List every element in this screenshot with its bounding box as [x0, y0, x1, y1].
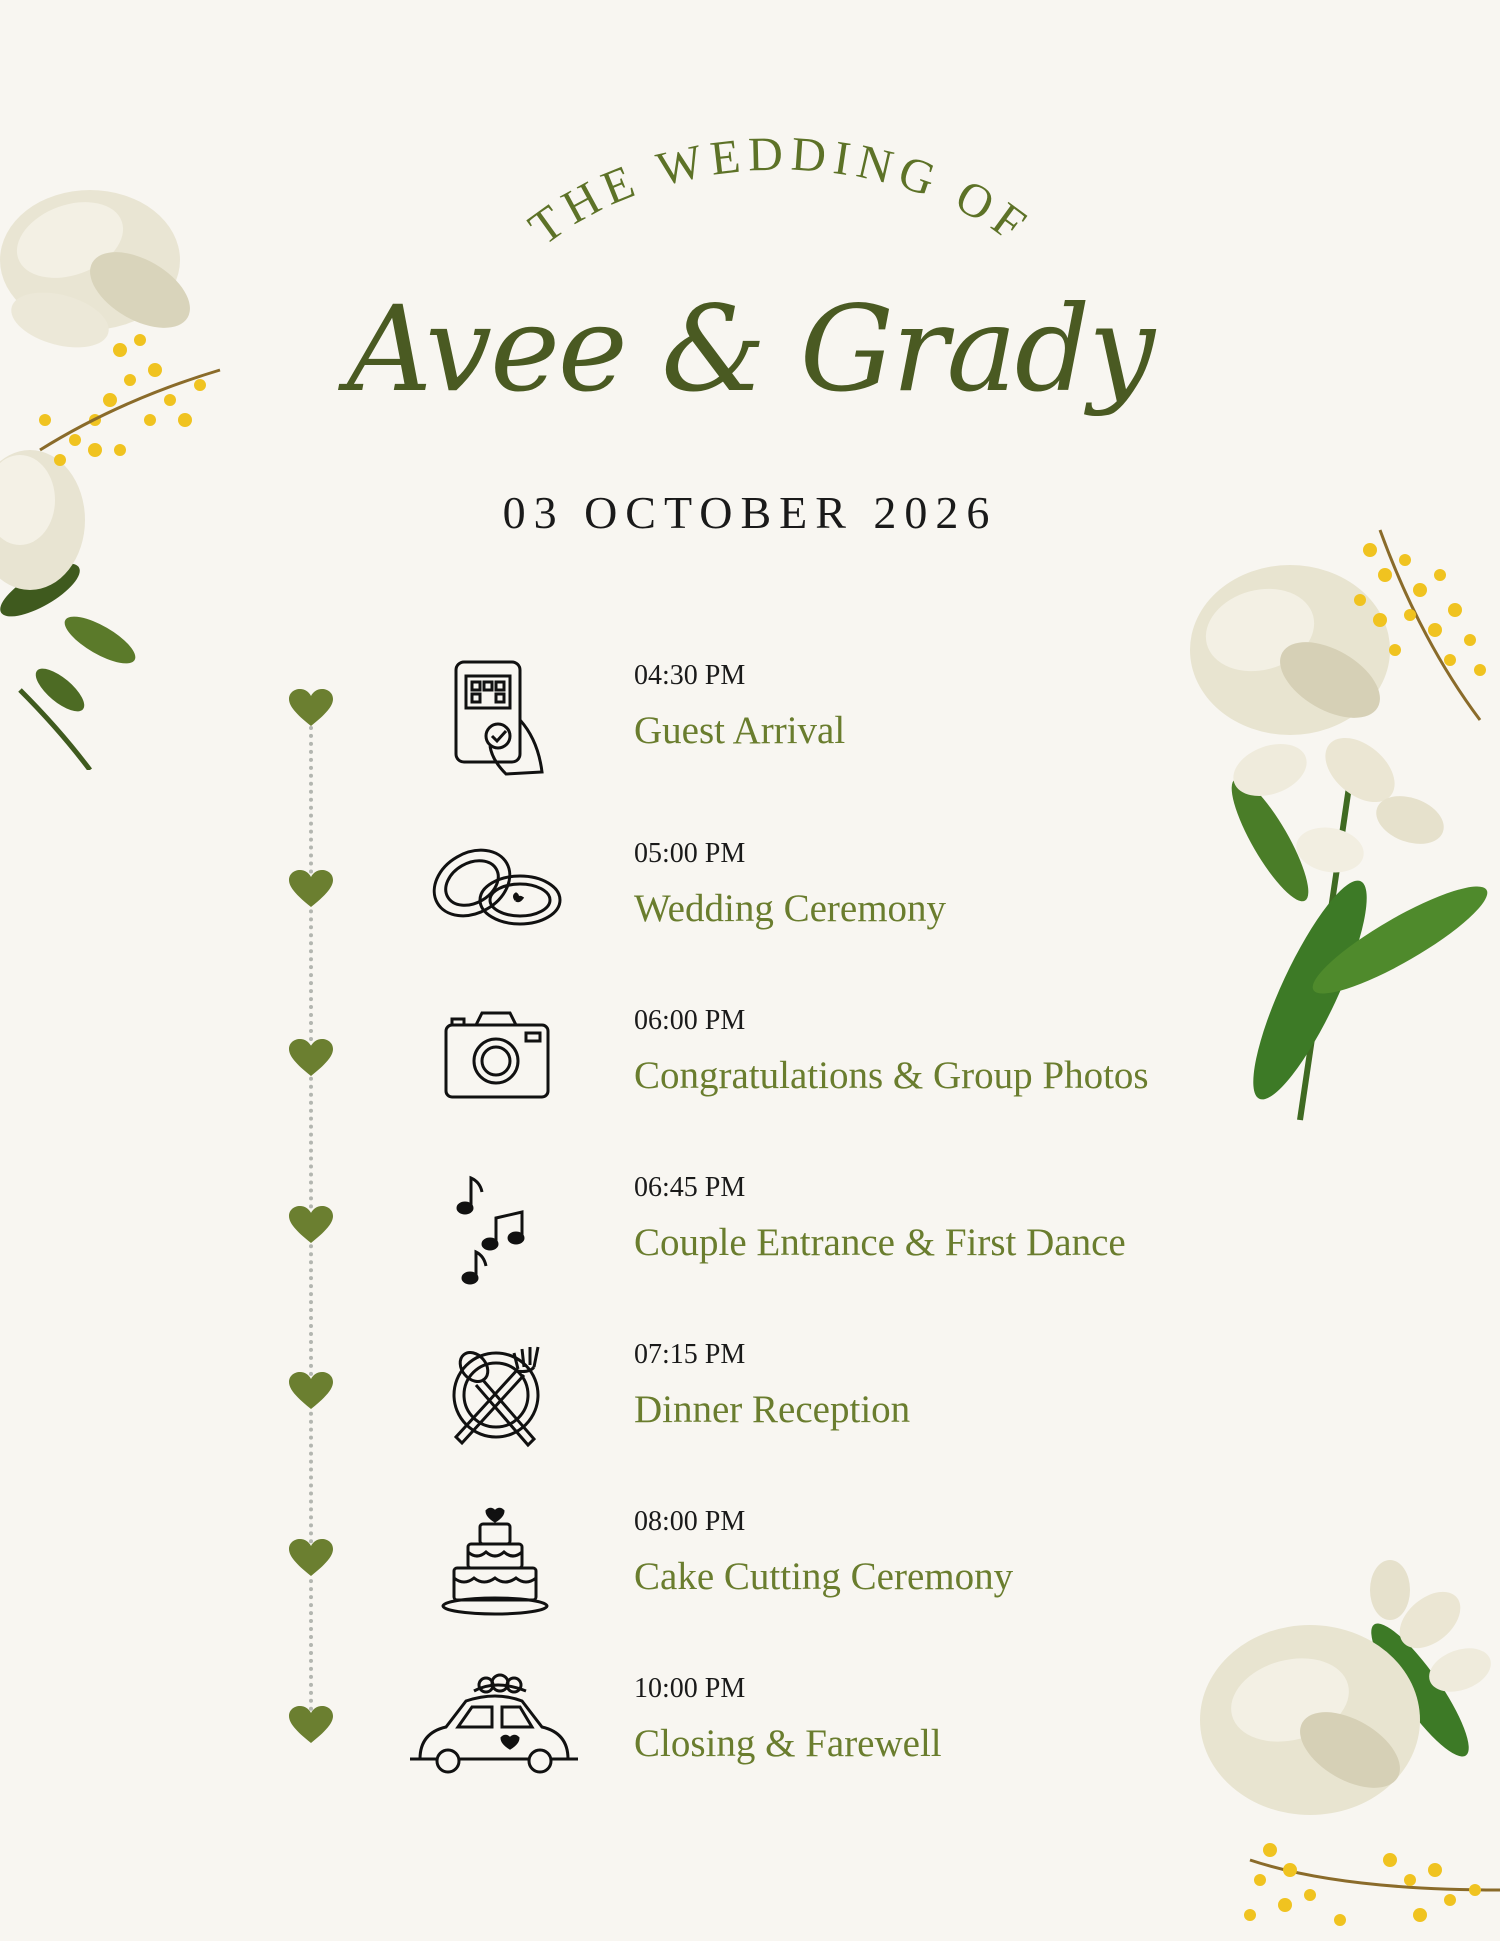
music-notes-icon — [410, 1172, 580, 1292]
arc-title-text: THE WEDDING OF — [519, 127, 1041, 256]
phone-hand-icon — [410, 660, 580, 780]
event-title: Closing & Farewell — [634, 1722, 942, 1765]
event-title: Wedding Ceremony — [634, 887, 947, 930]
timeline-heart-icon — [288, 688, 334, 728]
schedule-item — [410, 1005, 1310, 1135]
event-time: 06:45 PM — [634, 1172, 746, 1203]
schedule-item — [410, 1339, 1310, 1469]
timeline-heart-icon — [288, 1205, 334, 1245]
event-title: Dinner Reception — [634, 1388, 911, 1431]
event-time: 07:15 PM — [634, 1339, 746, 1370]
timeline-heart-icon — [288, 1538, 334, 1578]
event-title: Cake Cutting Ceremony — [634, 1555, 1014, 1598]
floral-decoration-top-left — [0, 170, 240, 770]
event-title: Congratulations & Group Photos — [634, 1054, 1149, 1097]
timeline-heart-icon — [288, 869, 334, 909]
event-title: Guest Arrival — [634, 709, 846, 752]
couple-names: Avee & Grady — [346, 280, 1154, 418]
timeline-heart-icon — [288, 1705, 334, 1745]
schedule-item — [410, 660, 1310, 790]
plate-fork-spoon-icon — [410, 1339, 580, 1459]
event-time: 10:00 PM — [634, 1673, 746, 1704]
timeline-heart-icon — [288, 1371, 334, 1411]
camera-icon — [410, 1005, 580, 1125]
schedule-item — [410, 1506, 1310, 1636]
wedding-car-icon — [410, 1673, 580, 1793]
schedule-item — [410, 1172, 1310, 1302]
wedding-date: 03 OCTOBER 2026 — [502, 487, 998, 538]
schedule-item — [410, 1673, 1310, 1803]
wedding-rings-icon — [410, 838, 580, 958]
event-time: 08:00 PM — [634, 1506, 746, 1537]
event-time: 06:00 PM — [634, 1005, 746, 1036]
event-time: 04:30 PM — [634, 660, 746, 691]
wedding-cake-icon — [410, 1506, 580, 1626]
svg-text:THE WEDDING OF — [519, 127, 1040, 255]
event-title: Couple Entrance & First Dance — [634, 1221, 1126, 1264]
event-time: 05:00 PM — [634, 838, 746, 869]
schedule-item — [410, 838, 1310, 968]
timeline-heart-icon — [288, 1038, 334, 1078]
